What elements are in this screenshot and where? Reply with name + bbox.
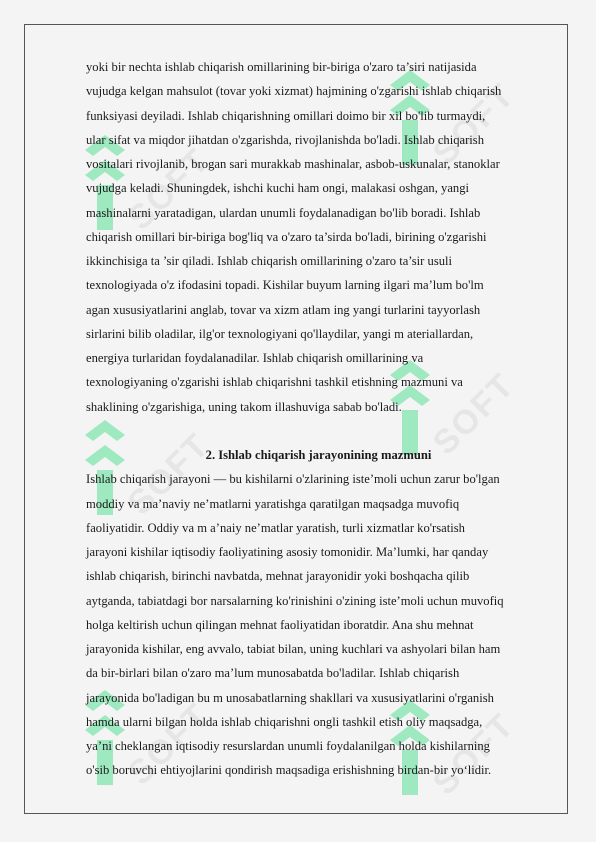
text-line: agan xususiyatlarini anglab, tovar va xizm atlam ing yangi turlarini tayyorlash (86, 302, 481, 317)
text-line: moddiy va ma’naviy ne’matlarni yaratishga qaratilgan maqsadga muvofiq (86, 496, 460, 511)
text-line: jarayonida kishilar, eng avvalo, tabiat bilan, uning kuchlari va ashyolari bilan ham (86, 642, 501, 656)
text-line: funksiyasi deyiladi. Ishlab chiqarishning omillari doimo bir xil bo'lib turmaydi, (86, 108, 486, 123)
section-heading: 2. Ishlab chiqarish jarayonining mazmuni (205, 448, 432, 462)
text-line: jarayonida bo'ladigan bu m unosabatlarning shakllari va xususiyatlarini o'rganish (86, 690, 494, 705)
text-line: ishlab chiqarish, birinchi navbatda, mehnat jarayonidir yoki boshqacha qilib (86, 569, 470, 584)
text-line: Ishlab chiqarish jarayoni — bu kishilarni o'zlarining iste’moli uchun zarur bo'lgan (86, 472, 500, 487)
text-line: vositalari rivojlanib, brogan sari murakkab mashinalar, asbob-uskunalar, stanoklar (86, 157, 500, 171)
document-page (24, 24, 568, 814)
text-line: texnologiyada o'z ifodasini topadi. Kishilar buyum larning ilgari ma’lum bo'lm (86, 278, 484, 293)
text-line: hamda ularni bilgan holda ishlab chiqarishni ongli tashkil etish oliy maqsadga, (86, 714, 483, 729)
watermark-text: SOFT (120, 425, 218, 523)
text-line: mashinalarni yaratadigan, ulardan unumli foydalanadigan bo'lib boradi. Ishlab (86, 205, 481, 220)
text-line: shaklining o'zgarishiga, uning takom illashuviga sabab bo'ladi. (86, 399, 402, 414)
text-line: energiya turlaridan foydalanadilar. Ishlab chiqarish omillarining va (86, 351, 424, 365)
text-line: holga keltirish uchun qilingan mehnat faoliyatidan iboratdir. Ana shu mehnat (86, 617, 474, 632)
watermark-text: SOFT (120, 695, 218, 793)
watermark-text: SOFT (425, 365, 523, 463)
text-line: faoliyatidir. Oddiy va m a’naiy ne’matlar yaratish, turli xizmatlar ko'rsatish (86, 520, 465, 535)
text-line: vujudga keladi. Shuningdek, ishchi kuchi ham ongi, malakasi oshgan, yangi (86, 181, 469, 196)
text-line: vujudga kelgan mahsulot (tovar yoki xizmat) hajmining o'zgarishi ishlab chiqarish (86, 84, 502, 99)
watermark-text: SOFT (425, 75, 523, 173)
document-body (86, 55, 551, 783)
text-line: ular sifat va miqdor jihatdan o'zgarishda, rivojlanishda bo'ladi. Ishlab chiqarish (86, 132, 484, 147)
text-line: yoki bir nechta ishlab chiqarish omillarining bir-biriga o'zaro ta’siri natijasida (86, 60, 477, 74)
text-line: da bir-birlari bilan o'zaro ma’lum munosabatda bo'ladilar. Ishlab chiqarish (86, 666, 460, 681)
text-line: ikkinchisiga ta ’sir qiladi. Ishlab chiqarish omillarining o'zaro ta’sir usuli (86, 254, 453, 268)
text-line: texnologiyaning o'zgarishi ishlab chiqarishni tashkil etishning mazmuni va (86, 375, 463, 390)
paragraph-factors (86, 55, 551, 419)
watermark-text: SOFT (425, 705, 523, 803)
text-line: sirlarini bilib oladilar, ilg'or texnologiyani qo'llaydilar, yangi m ateriallardan, (86, 326, 474, 341)
text-line: aytganda, tabiatdagi bor narsalarning ko'rinishini o'zining iste’moli uchun muvofiq (86, 593, 504, 608)
paragraph-production-process (86, 467, 551, 782)
watermark-text: SOFT (120, 140, 218, 238)
text-line: chiqarish omillari bir-biriga bog'liq va o'zaro ta’sirda bo'ladi, birining o'zgarishi (86, 229, 487, 244)
text-line: jarayoni kishilar iqtisodiy faoliyatining asosiy tomonidir. Ma’lumki, har qanday (86, 545, 489, 559)
text-line: ya’ni cheklangan iqtisodiy resurslardan unumli foydalanilgan holda kishilarning (86, 739, 490, 753)
text-line: o'sib boruvchi ehtiyojlarini qondirish maqsadiga erishishning birdan-bir yo‘lidir. (86, 763, 492, 778)
